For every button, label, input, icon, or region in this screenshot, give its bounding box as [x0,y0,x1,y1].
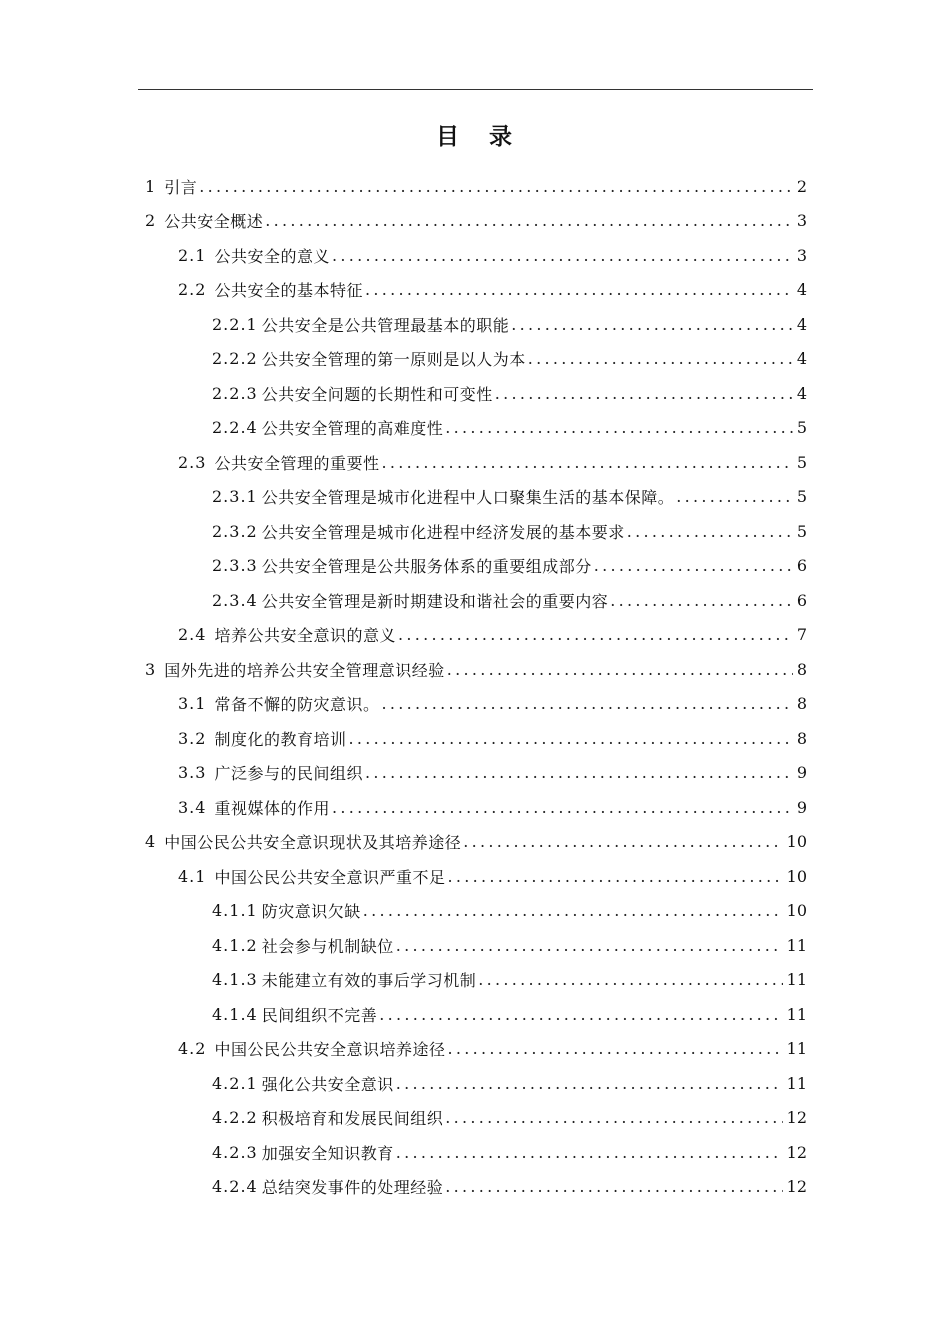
toc-entry-label: 公共安全概述 [164,212,264,232]
toc-entry-page-number: 9 [796,763,807,783]
toc-entry-page-number: 5 [796,452,807,472]
toc-entry-2[interactable] [0,204,950,239]
toc-entry-page-number: 8 [796,728,807,748]
toc-entry-label: 公共安全的基本特征 [214,281,363,301]
toc-dot-leader [445,1108,782,1127]
toc-entry-number: 2.3.2 [212,521,258,541]
toc-entry-label: 公共安全管理的第一原则是以人为本 [261,350,526,370]
toc-entry-number: 3 [145,659,157,679]
toc-entry-page-number: 5 [796,487,807,507]
toc-entry-3-2[interactable] [0,721,950,756]
toc-dot-leader [396,936,783,955]
toc-entry-page-number: 5 [796,521,807,541]
toc-entry-number: 4.1.4 [212,1004,258,1024]
toc-entry-number: 2.3 [178,452,207,472]
toc-dot-leader [396,1074,783,1093]
toc-entry-label: 制度化的教育培训 [214,729,347,749]
toc-entry-label: 总结突发事件的处理经验 [261,1178,444,1198]
toc-entry-3-4[interactable] [0,790,950,825]
toc-entry-number: 2.2.2 [212,349,258,369]
toc-entry-2-2-2[interactable] [0,342,950,377]
toc-entry-number: 2.2.1 [212,314,258,334]
toc-entry-number: 2.1 [178,245,207,265]
toc-entry-label: 公共安全的意义 [214,246,330,266]
toc-entry-label: 培养公共安全意识的意义 [214,626,396,646]
toc-entry-number: 2.3.1 [212,487,258,507]
toc-dot-leader [381,694,792,713]
toc-entry-number: 3.2 [178,728,207,748]
toc-entry-number: 2.3.4 [212,590,258,610]
toc-entry-label: 中国公民公共安全意识培养途径 [214,1040,446,1060]
toc-entry-2-4[interactable] [0,618,950,653]
toc-entry-2-3-2[interactable] [0,514,950,549]
toc-entry-4-1[interactable] [0,859,950,894]
toc-entry-label: 公共安全问题的长期性和可变性 [261,384,493,404]
toc-entry-label: 民间组织不完善 [261,1005,378,1025]
toc-entry-number: 4.1.3 [212,970,258,990]
toc-entry-label: 社会参与机制缺位 [261,936,394,956]
toc-entry-4-1-1[interactable] [0,894,950,929]
page-title: 目 录 [435,124,514,150]
toc-entry-label: 公共安全管理的高难度性 [261,419,444,439]
toc-entry-page-number: 4 [796,280,807,300]
toc-entry-page-number: 10 [786,901,807,921]
toc-entry-page-number: 10 [786,866,807,886]
toc-entry-1[interactable] [0,169,950,204]
toc-dot-leader [365,763,793,782]
toc-entry-2-2[interactable] [0,273,950,308]
toc-dot-leader [332,798,793,817]
toc-dot-leader [348,729,792,748]
toc-entry-number: 4.2 [178,1039,207,1059]
toc-entry-number: 2.2.4 [212,418,258,438]
toc-entry-number: 4.2.4 [212,1177,258,1197]
toc-entry-number: 4.1.1 [212,901,258,921]
toc-entry-number: 4 [145,832,157,852]
toc-entry-4-1-3[interactable] [0,963,950,998]
toc-entry-2-3[interactable] [0,445,950,480]
toc-dot-leader [445,1177,782,1196]
toc-dot-leader [676,487,793,506]
toc-entry-label: 中国公民公共安全意识现状及其培养途径 [164,833,462,853]
header-rule [138,89,813,90]
toc-dot-leader [445,418,793,437]
toc-entry-2-3-1[interactable] [0,480,950,515]
table-of-contents [0,169,950,1204]
toc-entry-page-number: 12 [786,1142,807,1162]
toc-entry-label: 中国公民公共安全意识严重不足 [214,867,446,887]
toc-entry-4-2-3[interactable] [0,1135,950,1170]
toc-entry-label: 未能建立有效的事后学习机制 [261,971,477,991]
toc-entry-page-number: 11 [786,970,807,990]
toc-entry-label: 防灾意识欠缺 [261,902,361,922]
toc-dot-leader [447,867,782,886]
toc-entry-4-1-2[interactable] [0,928,950,963]
toc-entry-number: 3.3 [178,763,207,783]
toc-entry-page-number: 12 [786,1177,807,1197]
toc-entry-page-number: 8 [796,659,807,679]
toc-entry-label: 常备不懈的防灾意识。 [214,695,380,715]
toc-dot-leader [381,453,792,472]
toc-entry-2-3-3[interactable] [0,549,950,584]
toc-entry-number: 4.2.1 [212,1073,258,1093]
toc-dot-leader [511,315,793,334]
toc-entry-label: 公共安全管理是城市化进程中经济发展的基本要求 [261,522,625,542]
toc-entry-page-number: 10 [786,832,807,852]
toc-entry-label: 国外先进的培养公共安全管理意识经验 [164,660,445,680]
toc-entry-3-1[interactable] [0,687,950,722]
toc-entry-page-number: 11 [786,1004,807,1024]
toc-entry-4[interactable] [0,825,950,860]
toc-dot-leader [463,832,782,851]
toc-entry-label: 积极培育和发展民间组织 [261,1109,444,1129]
toc-entry-4-2[interactable] [0,1032,950,1067]
toc-entry-label: 重视媒体的作用 [214,798,330,818]
toc-entry-page-number: 3 [796,245,807,265]
toc-entry-label: 公共安全管理是城市化进程中人口聚集生活的基本保障。 [261,488,675,508]
toc-entry-page-number: 11 [786,935,807,955]
toc-dot-leader [398,625,793,644]
toc-entry-page-number: 4 [796,349,807,369]
toc-entry-page-number: 12 [786,1108,807,1128]
toc-entry-2-3-4[interactable] [0,583,950,618]
toc-entry-page-number: 3 [796,211,807,231]
toc-entry-number: 4.1.2 [212,935,258,955]
toc-dot-leader [528,349,793,368]
toc-entry-4-1-4[interactable] [0,997,950,1032]
toc-entry-page-number: 8 [796,694,807,714]
toc-entry-page-number: 2 [796,176,807,196]
toc-entry-number: 4.1 [178,866,207,886]
toc-dot-leader [363,901,783,920]
toc-entry-label: 引言 [164,177,198,197]
toc-entry-label: 公共安全管理是新时期建设和谐社会的重要内容 [261,591,609,611]
toc-entry-page-number: 6 [796,590,807,610]
toc-entry-page-number: 4 [796,383,807,403]
toc-dot-leader [627,522,793,541]
toc-entry-2-2-4[interactable] [0,411,950,446]
toc-entry-number: 2.2 [178,280,207,300]
toc-entry-page-number: 11 [786,1039,807,1059]
toc-dot-leader [495,384,793,403]
toc-dot-leader [332,246,793,265]
toc-entry-number: 1 [145,176,157,196]
toc-entry-number: 4.2.2 [212,1108,258,1128]
toc-entry-page-number: 4 [796,314,807,334]
toc-entry-number: 2.2.3 [212,383,258,403]
toc-dot-leader [365,280,793,299]
toc-entry-page-number: 5 [796,418,807,438]
toc-entry-number: 2 [145,211,157,231]
toc-entry-4-2-4[interactable] [0,1170,950,1205]
toc-entry-4-2-1[interactable] [0,1066,950,1101]
toc-entry-number: 3.4 [178,797,207,817]
toc-entry-number: 4.2.3 [212,1142,258,1162]
toc-entry-4-2-2[interactable] [0,1101,950,1136]
toc-dot-leader [447,660,793,679]
toc-entry-label: 公共安全管理的重要性 [214,453,380,473]
toc-dot-leader [478,970,782,989]
toc-dot-leader [610,591,793,610]
toc-entry-page-number: 9 [796,797,807,817]
toc-dot-leader [379,1005,782,1024]
toc-entry-number: 2.4 [178,625,207,645]
toc-dot-leader [396,1143,783,1162]
toc-dot-leader [447,1039,782,1058]
toc-entry-label: 强化公共安全意识 [261,1074,394,1094]
toc-entry-label: 公共安全是公共管理最基本的职能 [261,315,510,335]
toc-entry-label: 广泛参与的民间组织 [214,764,363,784]
toc-entry-3-3[interactable] [0,756,950,791]
toc-entry-number: 3.1 [178,694,207,714]
toc-entry-page-number: 7 [796,625,807,645]
toc-dot-leader [594,556,793,575]
toc-entry-2-1[interactable] [0,238,950,273]
toc-entry-2-2-3[interactable] [0,376,950,411]
toc-entry-label: 公共安全管理是公共服务体系的重要组成部分 [261,557,592,577]
toc-entry-page-number: 11 [786,1073,807,1093]
toc-entry-page-number: 6 [796,556,807,576]
toc-dot-leader [265,211,793,230]
toc-dot-leader [199,177,793,196]
toc-entry-number: 2.3.3 [212,556,258,576]
toc-entry-2-2-1[interactable] [0,307,950,342]
toc-entry-3[interactable] [0,652,950,687]
toc-entry-label: 加强安全知识教育 [261,1143,394,1163]
